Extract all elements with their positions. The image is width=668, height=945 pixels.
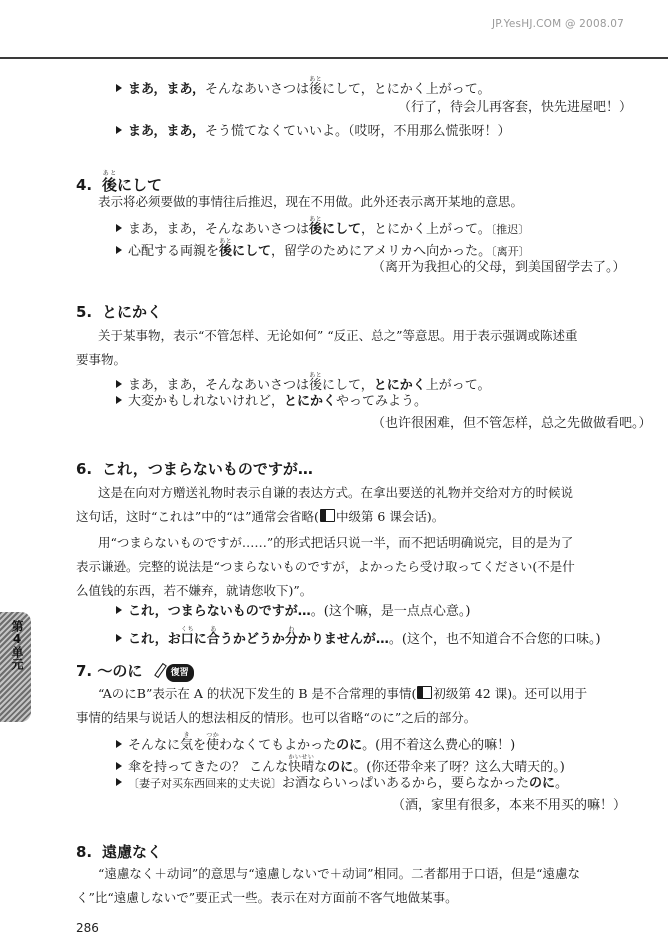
bullet-icon: [116, 246, 122, 254]
paragraph: 表示谦逊。完整的说法是“つまらないものですが，よかったら受け取ってください(不是什: [76, 559, 575, 574]
paragraph: “遠慮なく＋动词”的意思与“遠慮しないで＋动词”相同。二者都用于口语，但是“遠慮な: [98, 866, 580, 881]
furigana: 快晴かいせい: [288, 754, 315, 775]
furigana: 後あと: [308, 76, 322, 97]
paragraph: 这句话，这时“これは”中的“は”通常会省略( 中级第 6 课会话)。: [76, 509, 445, 524]
example-line: まあ，まあ，そんなあいさつは後あとにして，とにかく上がって。: [116, 76, 490, 98]
bullet-icon: [116, 740, 122, 748]
example-line: まあ，まあ，そう慌てなくていいよ。（哎呀，不用那么慌张呀！）: [116, 124, 510, 140]
example-line: そんなに気きを使つかわなくてもよかったのに。(用不着这么费心的嘛！): [116, 732, 515, 754]
book-reference-icon: [417, 686, 432, 699]
paragraph: 么值钱的东西，若不嫌弃，就请您收下)”。: [76, 583, 313, 598]
section-heading-4: 4. 後あとにして: [76, 170, 163, 194]
bullet-icon: [116, 634, 122, 642]
furigana: 後あと: [308, 216, 322, 237]
translation-line: （也许很困难，但不管怎样，总之先做做看吧。）: [372, 416, 652, 431]
bullet-icon: [116, 224, 122, 232]
pencil-icon: [154, 663, 166, 677]
example-line: これ，お口くちに合あうかどうか分わかりませんが…。(这个，也不知道合不合您的口味。): [116, 626, 601, 648]
unit-side-tab-label: 第4单元: [10, 620, 24, 670]
furigana: 使つか: [206, 732, 220, 753]
bullet-icon: [116, 778, 122, 786]
example-line: まあ，まあ，そんなあいさつは後あとにして，とにかく上がって。〔推迟〕: [116, 216, 529, 238]
unit-side-tab: [0, 612, 31, 722]
paragraph: 表示将必须要做的事情往后推迟，现在不用做。此外还表示离开某地的意思。: [98, 194, 524, 209]
furigana: 分わ: [284, 626, 298, 647]
example-line: 傘を持ってきたの？ こんな快晴かいせいなのに。(你还带伞来了呀？这么大晴天的。): [116, 754, 565, 776]
translation-line: （酒，家里有很多，本来不用买的嘛！）: [392, 798, 627, 813]
example-line: これ，つまらないものですが…。(这个嘛，是一点点心意。): [116, 604, 470, 620]
paragraph: 这是在向对方赠送礼物时表示自谦的表达方式。在拿出要送的礼物并交给对方的时候说: [98, 485, 574, 500]
bullet-icon: [116, 606, 122, 614]
watermark: JP.YesHJ.COM @ 2008.07: [491, 18, 624, 30]
translation-line: （行了，待会儿再客套，快先进屋吧！）: [398, 100, 633, 115]
section-heading-6: 6. これ，つまらないものですが…: [76, 460, 313, 478]
example-line: まあ，まあ，そんなあいさつは後あとにして，とにかく上がって。: [116, 372, 491, 394]
bullet-icon: [116, 84, 122, 92]
bullet-icon: [116, 396, 122, 404]
section-heading-8: 8. 遠慮なく: [76, 843, 163, 861]
furigana: 後あと: [308, 372, 322, 393]
section-heading-7: 7. ～のに 復習: [76, 662, 194, 682]
paragraph: 关于某事物，表示“不管怎样、无论如何” “反正、总之”等意思。用于表示强调或陈述重: [98, 328, 578, 343]
paragraph: 要事物。: [76, 352, 127, 367]
furigana: 合あ: [206, 626, 220, 647]
review-badge: 復習: [154, 662, 194, 682]
bullet-icon: [116, 762, 122, 770]
bullet-icon: [116, 126, 122, 134]
section-heading-5: 5. とにかく: [76, 303, 163, 321]
page-number: 286: [76, 921, 99, 935]
example-line: 〔妻子对买东西回来的丈夫说〕お酒ならいっぱいあるから，要らなかったのに。: [116, 776, 568, 792]
example-line: 大変かもしれないけれど，とにかくやってみよう。: [116, 394, 427, 410]
furigana: 後あと: [219, 238, 233, 259]
furigana: 口くち: [180, 626, 194, 647]
paragraph: 用“つまらないものですが……”的形式把话只说一半，而不把话明确说完，目的是为了: [98, 535, 574, 550]
translation-line: （离开为我担心的父母，到美国留学去了。）: [372, 260, 626, 275]
paragraph: く”比“遠慮しないで”要正式一些。表示在对方面前不客气地做某事。: [76, 890, 458, 905]
furigana: 気き: [180, 732, 194, 753]
example-line: 心配する両親を後あとにして，留学のためにアメリカへ向かった。〔离开〕: [116, 238, 530, 260]
bullet-icon: [116, 380, 122, 388]
furigana: 後あと: [102, 170, 118, 194]
paragraph: 事情的结果与说话人的想法相反的情形。也可以省略“のに”之后的部分。: [76, 710, 477, 725]
book-reference-icon: [320, 509, 335, 522]
header-rule: [0, 57, 668, 59]
paragraph: “AのにB”表示在 A 的状况下发生的 B 是不合常理的事情( 初级第 42 课)。还可以用于: [98, 686, 588, 701]
